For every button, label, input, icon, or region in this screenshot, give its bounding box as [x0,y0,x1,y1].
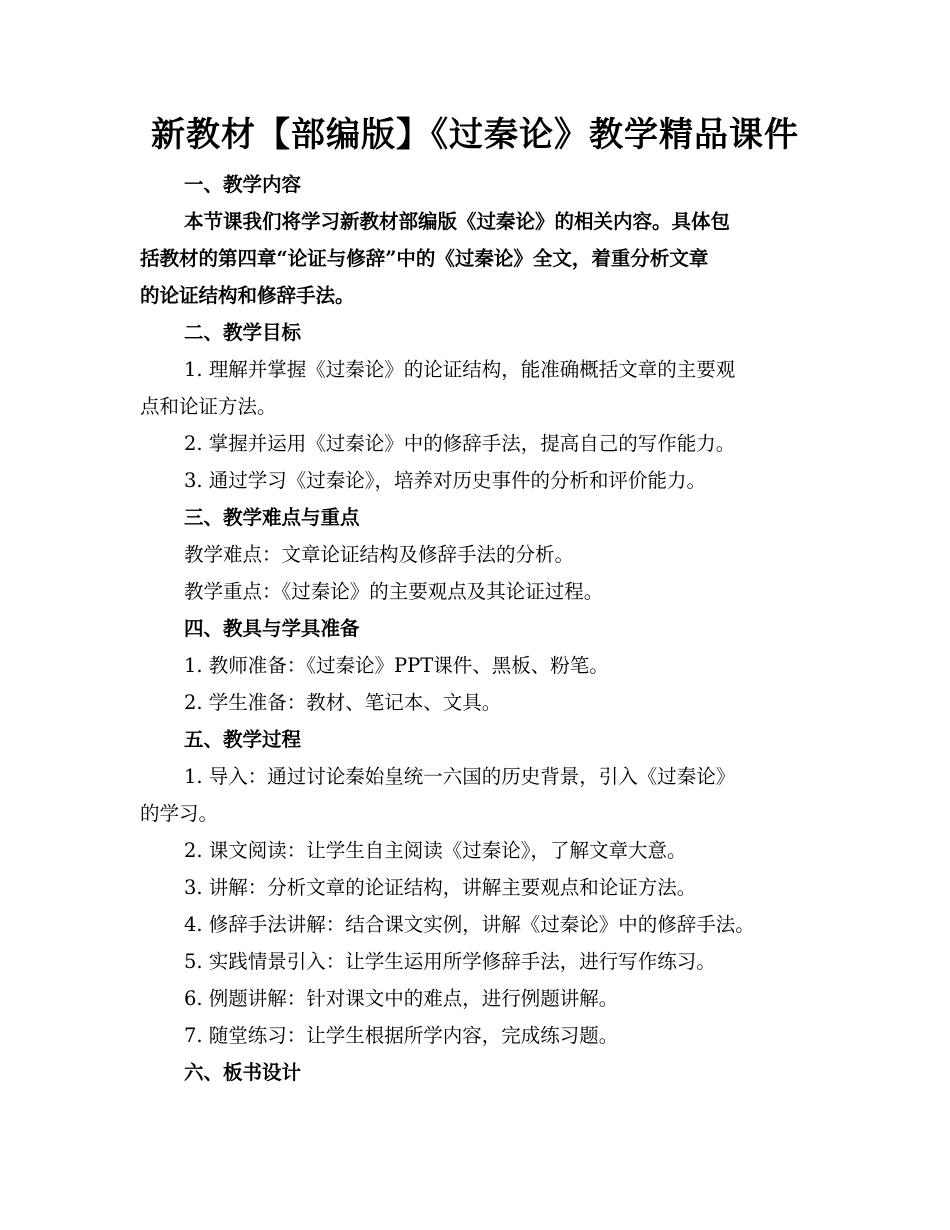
content-paragraph-line-2: 括教材的第四章“论证与修辞”中的《过秦论》全文，着重分析文章 [140,247,709,270]
tools-item-2: 2. 学生准备：教材、笔记本、文具。 [184,691,502,714]
focus-difficulty: 教学难点：文章论证结构及修辞手法的分析。 [184,543,575,566]
document-body [140,166,830,1091]
content-paragraph-line-1: 本节课我们将学习新教材部编版《过秦论》的相关内容。具体包 [184,210,731,233]
process-item-7: 7. 随堂练习：让学生根据所学内容，完成练习题。 [184,1024,619,1047]
process-item-4: 4. 修辞手法讲解：结合课文实例，讲解《过秦论》中的修辞手法。 [184,913,755,936]
goal-item-1-line-2: 点和论证方法。 [140,395,277,418]
focus-key: 教学重点：《过秦论》的主要观点及其论证过程。 [184,580,604,603]
goal-item-2: 2. 掌握并运用《过秦论》中的修辞手法，提高自己的写作能力。 [184,432,736,455]
process-item-3: 3. 讲解：分析文章的论证结构，讲解主要观点和论证方法。 [184,876,697,899]
process-item-1-line-1: 1. 导入：通过讨论秦始皇统一六国的历史背景，引入《过秦论》 [184,765,736,788]
tools-item-1: 1. 教师准备：《过秦论》PPT课件、黑板、粉笔。 [184,654,609,677]
section-heading-tools: 四、教具与学具准备 [184,617,360,640]
process-item-6: 6. 例题讲解：针对课文中的难点，进行例题讲解。 [184,987,619,1010]
content-paragraph-line-3: 的论证结构和修辞手法。 [140,284,355,307]
section-heading-content: 一、教学内容 [184,173,302,196]
document-title: 新教材【部编版】《过秦论》教学精品课件 [151,115,799,155]
process-item-5: 5. 实践情景引入：让学生运用所学修辞手法，进行写作练习。 [184,950,716,973]
section-heading-focus: 三、教学难点与重点 [184,506,360,529]
section-heading-goals: 二、教学目标 [184,321,302,344]
goal-item-1-line-1: 1. 理解并掌握《过秦论》的论证结构，能准确概括文章的主要观 [184,358,736,381]
process-item-1-line-2: 的学习。 [140,802,219,825]
section-heading-process: 五、教学过程 [184,728,302,751]
process-item-2: 2. 课文阅读：让学生自主阅读《过秦论》，了解文章大意。 [184,839,687,862]
section-heading-board: 六、板书设计 [184,1061,302,1084]
goal-item-3: 3. 通过学习《过秦论》，培养对历史事件的分析和评价能力。 [184,469,707,492]
